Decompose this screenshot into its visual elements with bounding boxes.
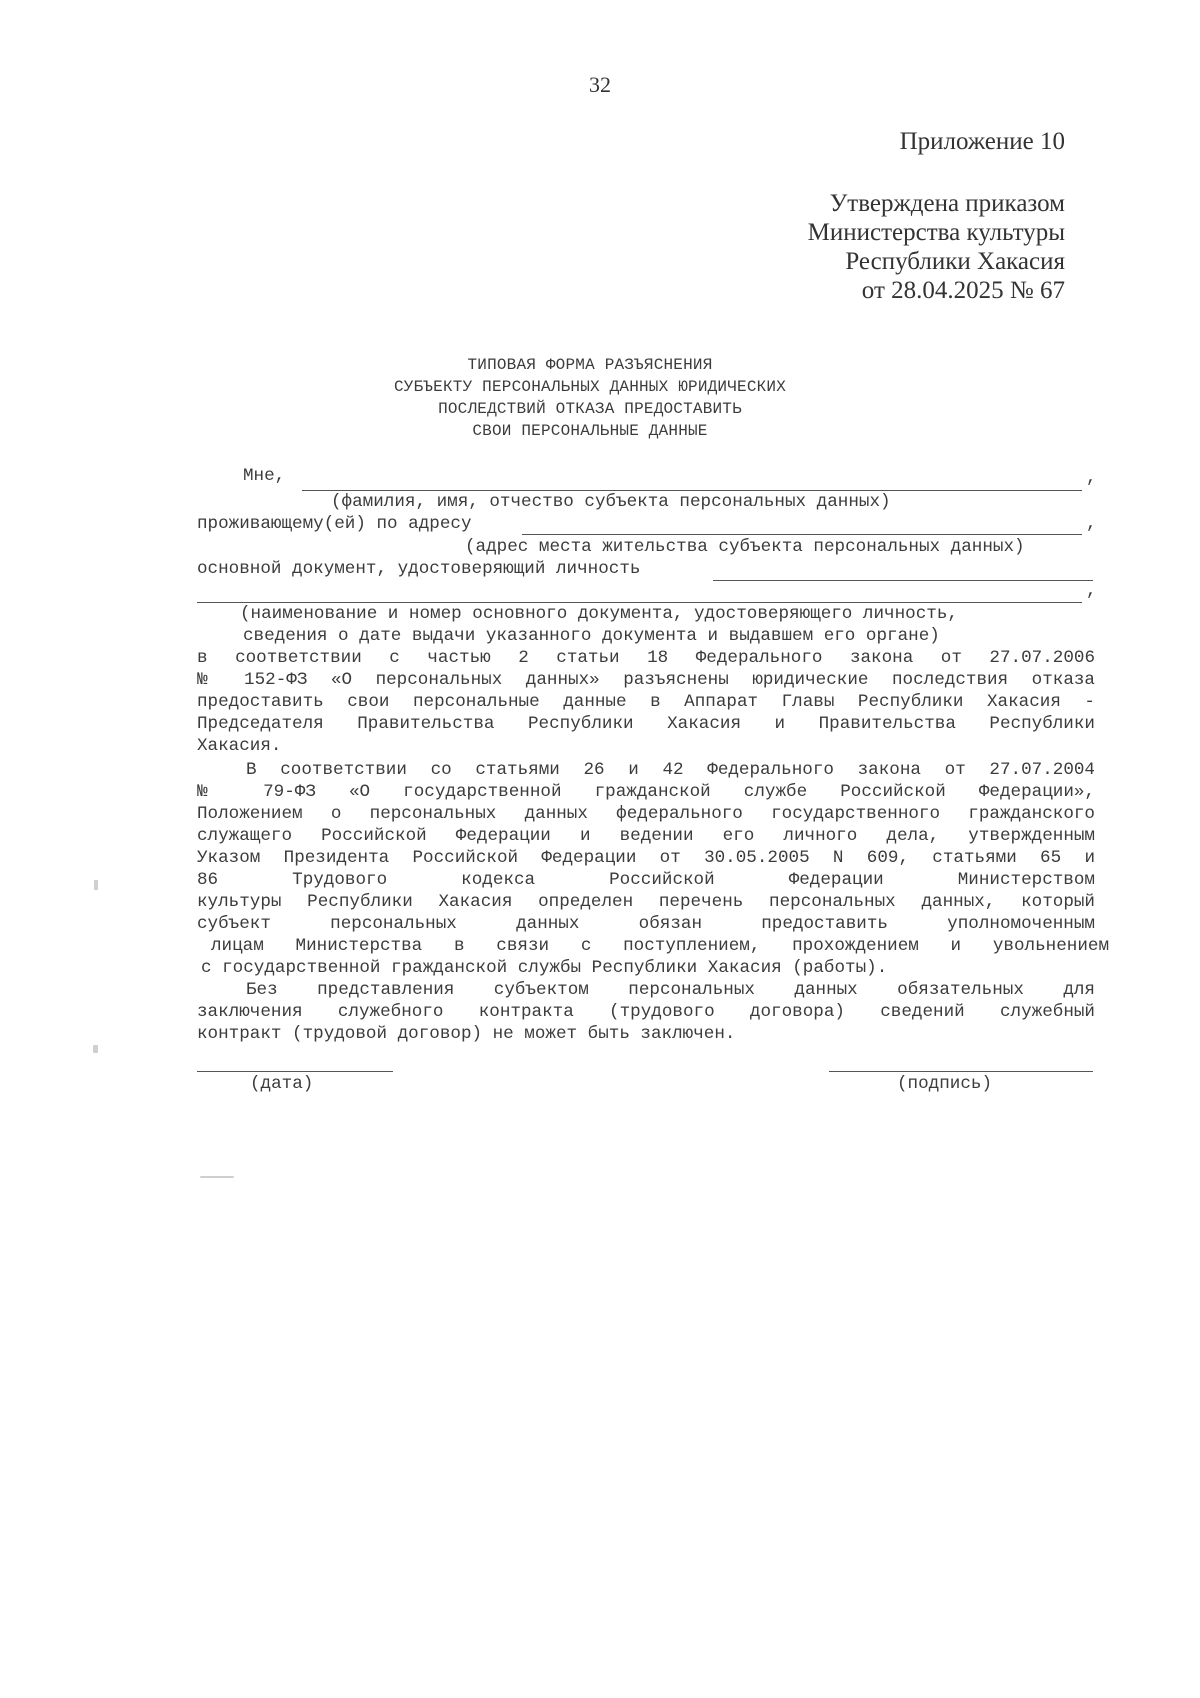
paragraph-2-line-3: Положением о персональных данных федерального государственного гражданского: [197, 804, 1095, 824]
page-number: 32: [589, 72, 611, 97]
paragraph-2-line-7: культуры Республики Хакасия определен перечень персональных данных, который: [197, 892, 1095, 912]
approval-line-1: Утверждена приказом: [829, 190, 1065, 217]
paragraph-1-line-3: предоставить свои персональные данные в Аппарат Главы Республики Хакасия -: [197, 692, 1095, 712]
signature-caption: (подпись): [897, 1074, 993, 1094]
me-label: Мне,: [243, 466, 286, 486]
paragraph-3-line-1: Без представления субъектом персональных данных обязательных для: [246, 980, 1095, 1000]
address-field-comma: ,: [1086, 514, 1097, 534]
form-title-line-4: СВОИ ПЕРСОНАЛЬНЫЕ ДАННЫЕ: [472, 422, 708, 440]
name-field-line[interactable]: [302, 490, 1082, 491]
form-title-line-2: СУБЪЕКТУ ПЕРСОНАЛЬНЫХ ДАННЫХ ЮРИДИЧЕСКИХ: [393, 378, 787, 396]
paragraph-2-line-6: 86 Трудового кодекса Российской Федерации Министерством: [197, 870, 1095, 890]
form-title-line-1: ТИПОВАЯ ФОРМА РАЗЪЯСНЕНИЯ: [467, 356, 713, 374]
paragraph-3-line-2: заключения служебного контракта (трудового договора) сведений служебный: [197, 1002, 1095, 1022]
name-caption: (фамилия, имя, отчество субъекта персональных данных): [331, 492, 891, 512]
paragraph-2-line-2: № 79-ФЗ «О государственной гражданской службе Российской Федерации»,: [197, 782, 1095, 802]
scan-speck: [200, 1176, 234, 1178]
paragraph-2-line-9: лицам Министерства в связи с поступлением, прохождением и увольнением: [211, 936, 1109, 956]
form-title-line-3: ПОСЛЕДСТВИЙ ОТКАЗА ПРЕДОСТАВИТЬ: [438, 400, 742, 418]
scan-speck: [93, 1045, 98, 1053]
address-label: проживающему(ей) по адресу: [197, 514, 472, 534]
approval-line-2: Министерства культуры: [807, 219, 1065, 246]
approval-date: от 28.04.2025 № 67: [861, 277, 1065, 304]
document-field-line-1[interactable]: [713, 580, 1093, 581]
paragraph-2-line-8: субъект персональных данных обязан предоставить уполномоченным: [197, 914, 1095, 934]
address-caption: (адрес места жительства субъекта персональных данных): [465, 537, 1025, 557]
date-field-line[interactable]: [197, 1071, 393, 1072]
paragraph-2-line-1: В соответствии со статьями 26 и 42 Федерального закона от 27.07.2004: [246, 760, 1095, 780]
paragraph-1-line-4: Председателя Правительства Республики Хакасия и Правительства Республики: [197, 714, 1095, 734]
paragraph-2-line-10: с государственной гражданской службы Республики Хакасия (работы).: [201, 958, 888, 978]
document-caption-2: сведения о дате выдачи указанного документа и выдавшем его органе): [243, 626, 940, 646]
paragraph-1-line-2: № 152-ФЗ «О персональных данных» разъяснены юридические последствия отказа: [197, 670, 1095, 690]
document-field-line-2[interactable]: [197, 602, 1082, 603]
document-field-comma: ,: [1086, 581, 1097, 601]
paragraph-3-line-3: контракт (трудовой договор) не может быть заключен.: [197, 1024, 736, 1044]
address-field-line[interactable]: [522, 534, 1082, 535]
approval-line-3: Республики Хакасия: [845, 248, 1065, 275]
appendix-label: Приложение 10: [899, 128, 1065, 155]
paragraph-2-line-5: Указом Президента Российской Федерации от 30.05.2005 N 609, статьями 65 и: [197, 848, 1095, 868]
paragraph-1-line-5: Хакасия.: [197, 736, 282, 756]
signature-field-line[interactable]: [829, 1071, 1093, 1072]
paragraph-2-line-4: служащего Российской Федерации и ведении его личного дела, утвержденным: [197, 826, 1095, 846]
document-label: основной документ, удостоверяющий личность: [197, 559, 641, 579]
paragraph-1-line-1: в соответствии с частью 2 статьи 18 Федерального закона от 27.07.2006: [197, 648, 1095, 668]
name-field-comma: ,: [1086, 468, 1097, 488]
document-caption-1: (наименование и номер основного документа, удостоверяющего личность,: [240, 604, 958, 624]
date-caption: (дата): [250, 1074, 314, 1094]
scan-speck: [94, 880, 98, 890]
